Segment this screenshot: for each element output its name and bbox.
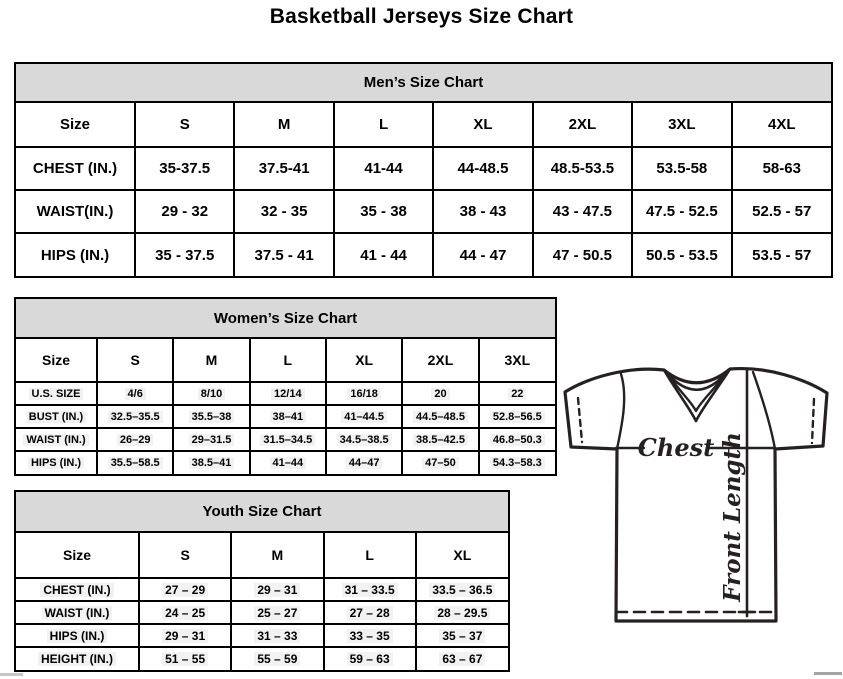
page-title: Basketball Jerseys Size Chart xyxy=(269,5,574,28)
column-header-cell: M xyxy=(173,339,249,382)
row-label-cell: BUST (IN.) xyxy=(16,405,97,428)
table-row xyxy=(16,147,831,190)
size-value-cell: 29 – 31 xyxy=(139,624,231,647)
column-header-cell: XL xyxy=(416,533,508,578)
size-value-cell: 46.8–50.3 xyxy=(479,428,555,451)
table-row xyxy=(16,233,831,276)
column-header-cell: Size xyxy=(16,533,139,578)
size-value-cell: 35.5–38 xyxy=(173,405,249,428)
size-value-cell: 24 – 25 xyxy=(139,601,231,624)
column-header-cell: L xyxy=(324,533,416,578)
size-value-cell: 41–44 xyxy=(250,451,326,474)
size-value-cell: 41 - 44 xyxy=(334,233,433,276)
size-value-cell: 41–44.5 xyxy=(326,405,402,428)
table-row xyxy=(16,601,508,624)
size-value-cell: 38.5–42.5 xyxy=(402,428,478,451)
size-value-cell: 35 – 37 xyxy=(416,624,508,647)
column-header-cell: 3XL xyxy=(479,339,555,382)
table-row xyxy=(16,647,508,670)
right-cuff-dashed-line xyxy=(812,399,814,443)
row-label-cell: HIPS (IN.) xyxy=(16,233,135,276)
size-value-cell: 38 - 43 xyxy=(433,190,532,233)
youth-size-chart xyxy=(14,490,510,672)
size-value-cell: 25 – 27 xyxy=(231,601,323,624)
size-value-cell: 32 - 35 xyxy=(234,190,333,233)
size-value-cell: 44 - 47 xyxy=(433,233,532,276)
mens-size-table xyxy=(16,103,831,276)
size-value-cell: 8/10 xyxy=(173,382,249,405)
size-value-cell: 27 – 28 xyxy=(324,601,416,624)
size-value-cell: 28 – 29.5 xyxy=(416,601,508,624)
horizontal-scrollbar-fragment-left[interactable] xyxy=(0,673,23,676)
size-value-cell: 44–47 xyxy=(326,451,402,474)
size-value-cell: 44.5–48.5 xyxy=(402,405,478,428)
size-value-cell: 29 – 31 xyxy=(231,578,323,601)
size-value-cell: 35-37.5 xyxy=(135,147,234,190)
chest-label: Chest xyxy=(637,433,715,462)
size-value-cell: 63 – 67 xyxy=(416,647,508,670)
column-header-cell: Size xyxy=(16,103,135,147)
column-header-cell: L xyxy=(334,103,433,147)
womens-size-table xyxy=(16,339,555,474)
size-value-cell: 53.5 - 57 xyxy=(732,233,831,276)
size-value-cell: 47 - 50.5 xyxy=(533,233,632,276)
size-value-cell: 29–31.5 xyxy=(173,428,249,451)
size-value-cell: 35.5–58.5 xyxy=(97,451,173,474)
column-header-cell: 3XL xyxy=(632,103,731,147)
column-header-row xyxy=(16,533,508,578)
youth-chart-title: Youth Size Chart xyxy=(16,492,508,533)
row-label-cell: HEIGHT (IN.) xyxy=(16,647,139,670)
size-value-cell: 52.8–56.5 xyxy=(479,405,555,428)
right-armhole-seam xyxy=(753,372,775,449)
size-value-cell: 31 – 33 xyxy=(231,624,323,647)
size-value-cell: 33 – 35 xyxy=(324,624,416,647)
left-armhole-seam xyxy=(617,374,624,449)
row-label-cell: HIPS (IN.) xyxy=(16,451,97,474)
size-value-cell: 47–50 xyxy=(402,451,478,474)
table-row xyxy=(16,190,831,233)
size-value-cell: 31 – 33.5 xyxy=(324,578,416,601)
column-header-cell: L xyxy=(250,339,326,382)
size-value-cell: 31.5–34.5 xyxy=(250,428,326,451)
size-value-cell: 38–41 xyxy=(250,405,326,428)
size-value-cell: 58-63 xyxy=(732,147,831,190)
size-value-cell: 20 xyxy=(402,382,478,405)
size-value-cell: 29 - 32 xyxy=(135,190,234,233)
row-label-cell: CHEST (IN.) xyxy=(16,147,135,190)
size-value-cell: 43 - 47.5 xyxy=(533,190,632,233)
row-label-cell: U.S. SIZE xyxy=(16,382,97,405)
youth-size-table xyxy=(16,533,508,670)
womens-size-chart xyxy=(14,297,557,476)
table-row xyxy=(16,578,508,601)
size-value-cell: 4/6 xyxy=(97,382,173,405)
row-label-cell: CHEST (IN.) xyxy=(16,578,139,601)
jersey-measurement-diagram xyxy=(557,365,839,677)
mens-chart-title: Men’s Size Chart xyxy=(16,64,831,103)
column-header-cell: S xyxy=(135,103,234,147)
size-value-cell: 32.5–35.5 xyxy=(97,405,173,428)
size-value-cell: 41-44 xyxy=(334,147,433,190)
size-value-cell: 55 – 59 xyxy=(231,647,323,670)
row-label-cell: WAIST(IN.) xyxy=(16,190,135,233)
column-header-cell: 2XL xyxy=(402,339,478,382)
size-value-cell: 34.5–38.5 xyxy=(326,428,402,451)
size-value-cell: 47.5 - 52.5 xyxy=(632,190,731,233)
mens-size-chart xyxy=(14,62,833,278)
column-header-row xyxy=(16,103,831,147)
row-label-cell: WAIST (IN.) xyxy=(16,428,97,451)
size-value-cell: 37.5-41 xyxy=(234,147,333,190)
horizontal-scrollbar-fragment-right[interactable] xyxy=(814,672,842,675)
size-value-cell: 26–29 xyxy=(97,428,173,451)
row-label-cell: HIPS (IN.) xyxy=(16,624,139,647)
size-value-cell: 52.5 - 57 xyxy=(732,190,831,233)
size-value-cell: 53.5-58 xyxy=(632,147,731,190)
column-header-cell: XL xyxy=(326,339,402,382)
column-header-cell: 2XL xyxy=(533,103,632,147)
left-cuff-dashed-line xyxy=(578,398,582,442)
size-value-cell: 16/18 xyxy=(326,382,402,405)
size-value-cell: 35 - 37.5 xyxy=(135,233,234,276)
table-row xyxy=(16,428,555,451)
column-header-cell: M xyxy=(234,103,333,147)
column-header-cell: S xyxy=(97,339,173,382)
jersey-outline xyxy=(565,369,827,621)
column-header-cell: XL xyxy=(433,103,532,147)
table-row xyxy=(16,382,555,405)
column-header-cell: Size xyxy=(16,339,97,382)
front-length-label: Front Length xyxy=(719,432,746,602)
column-header-row xyxy=(16,339,555,382)
size-value-cell: 37.5 - 41 xyxy=(234,233,333,276)
size-value-cell: 54.3–58.3 xyxy=(479,451,555,474)
row-label-cell: WAIST (IN.) xyxy=(16,601,139,624)
size-value-cell: 12/14 xyxy=(250,382,326,405)
size-value-cell: 48.5-53.5 xyxy=(533,147,632,190)
table-row xyxy=(16,451,555,474)
size-value-cell: 50.5 - 53.5 xyxy=(632,233,731,276)
table-row xyxy=(16,624,508,647)
size-value-cell: 38.5–41 xyxy=(173,451,249,474)
size-value-cell: 59 – 63 xyxy=(324,647,416,670)
size-value-cell: 35 - 38 xyxy=(334,190,433,233)
size-value-cell: 22 xyxy=(479,382,555,405)
size-value-cell: 51 – 55 xyxy=(139,647,231,670)
womens-chart-title: Women’s Size Chart xyxy=(16,299,555,339)
size-value-cell: 27 – 29 xyxy=(139,578,231,601)
column-header-cell: 4XL xyxy=(732,103,831,147)
size-value-cell: 33.5 – 36.5 xyxy=(416,578,508,601)
column-header-cell: M xyxy=(231,533,323,578)
table-row xyxy=(16,405,555,428)
size-value-cell: 44-48.5 xyxy=(433,147,532,190)
column-header-cell: S xyxy=(139,533,231,578)
